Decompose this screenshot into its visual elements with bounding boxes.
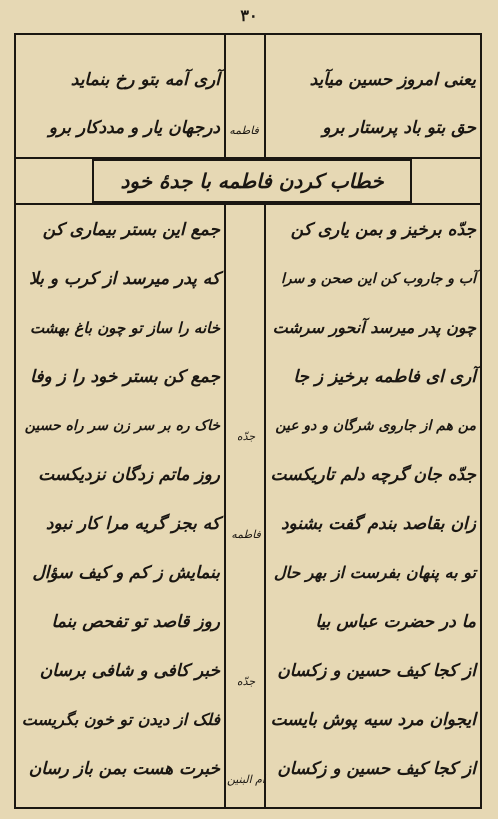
top-right-line: حق بتو باد پرستار برو (322, 118, 476, 138)
verse-line-left: که بجز گریه مرا کار نبود (45, 514, 220, 534)
verse-line-right: آب و جاروب کن این صحن و سرا (280, 271, 476, 287)
top-speaker: فاطمه (229, 124, 259, 137)
verse-line-left: روز ماتم زدگان نزدیکست (38, 465, 220, 485)
divider-right-top (264, 33, 266, 157)
verse-line-right: ایجوان مرد سیه پوش بایست (270, 710, 476, 730)
verse-line-right: تو به پنهان بفرست از بهر حال (273, 563, 476, 582)
page-number: ۳۰ (240, 6, 258, 25)
top-right-verse (268, 38, 476, 156)
top-left-line: آری آمه بتو رخ بنماید (70, 70, 220, 90)
verse-line-left: خانه را ساز تو چون باغ بهشت (29, 319, 220, 337)
top-left-line: درجهان یار و مددکار برو (48, 118, 220, 138)
verse-line-right: جدّه برخیز و بمن یاری کن (290, 220, 476, 240)
verse-line-left: بنمایش ز کم و کیف سؤال (32, 563, 220, 583)
verse-line-right: جدّه جان گرچه دلم تاریکست (270, 465, 476, 485)
speaker-column (226, 208, 264, 808)
verse-line-left: فلک از دیدن تو خون بگریست (21, 710, 220, 729)
verse-line-left: جمع این بستر بیماری کن (42, 220, 220, 240)
speaker-label: جدّه (236, 675, 256, 688)
verse-line-left: روز قاصد تو تفحص بنما (51, 612, 220, 632)
top-left-verse (20, 38, 220, 156)
section-title: خطاب کردن فاطمه با جدۀ خود (92, 159, 412, 203)
divider-right-body (264, 203, 266, 809)
divider-title (14, 203, 482, 205)
speaker-label: ام البنین (226, 773, 266, 786)
verse-line-right: از کجا کیف حسین و زکسان (277, 661, 476, 681)
verse-line-left: خبر کافی و شافی برسان (39, 661, 220, 681)
verse-line-left: جمع کن بستر خود را ز وفا (30, 367, 220, 387)
verse-line-right: آری ای فاطمه برخیز ز جا (293, 367, 476, 387)
verse-line-right: از کجا کیف حسین و زکسان (277, 759, 476, 779)
body-right-column (268, 208, 476, 808)
verse-line-right: زان بقاصد بندم گفت بشنود (280, 514, 476, 534)
verse-line-left: خاک ره بر سر زن سر راه حسین (24, 418, 220, 434)
speaker-label: فاطمه (231, 528, 261, 541)
speaker-label: جدّه (236, 430, 256, 443)
divider-left-top (224, 33, 226, 157)
verse-line-left: که پدر میرسد از کرب و بلا (29, 269, 220, 289)
top-right-line: یعنی امروز حسین میآید (309, 70, 476, 90)
verse-line-right: ما در حضرت عباس بیا (315, 612, 476, 632)
verse-line-right: چون پدر میرسد آنحور سرشت (272, 318, 476, 337)
verse-line-right: من هم از جاروی شرگان و دو عین (275, 418, 476, 434)
verse-line-left: خبرت هست بمن باز رسان (28, 759, 220, 779)
body-left-column (20, 208, 220, 808)
